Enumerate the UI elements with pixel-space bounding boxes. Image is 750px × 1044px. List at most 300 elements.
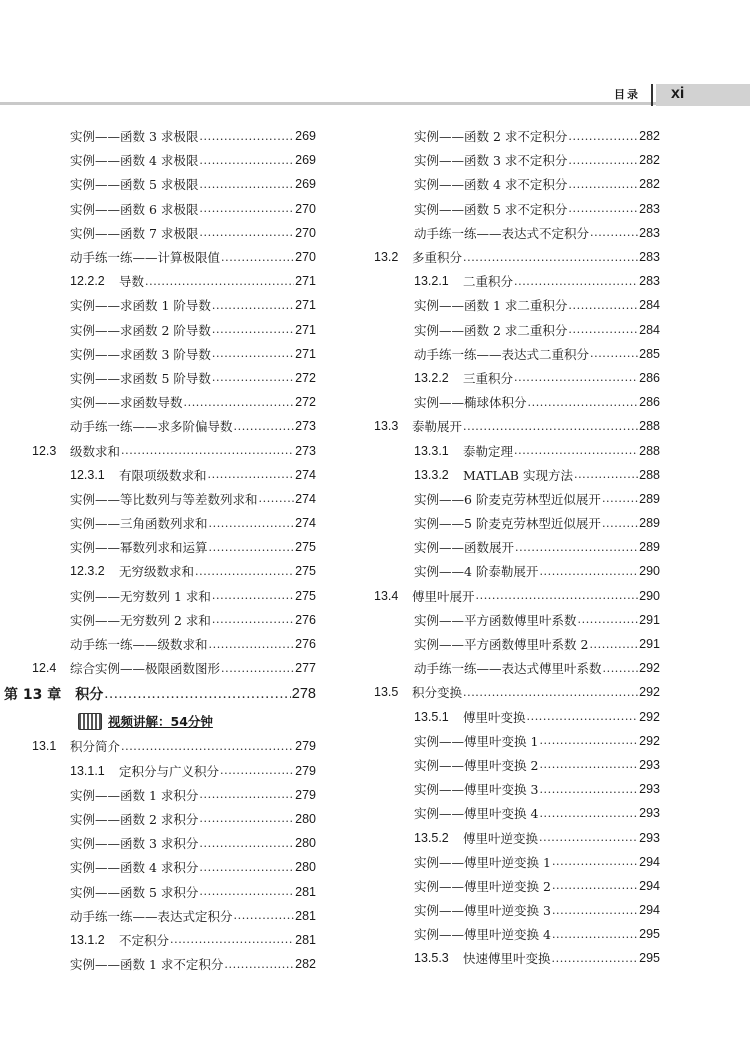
entry-page-number: 276: [295, 637, 316, 652]
dot-leader: [515, 541, 638, 554]
toc-entry[interactable]: [0, 928, 316, 952]
toc-entry[interactable]: [368, 656, 660, 680]
toc-entry[interactable]: [368, 825, 660, 849]
toc-entry[interactable]: [368, 414, 660, 438]
toc-entry[interactable]: [0, 293, 316, 317]
entry-page-number: 295: [639, 951, 660, 966]
toc-entry[interactable]: [368, 487, 660, 511]
entry-page-number: 271: [295, 322, 316, 337]
entry-page-number: 285: [639, 346, 660, 361]
toc-entry[interactable]: [368, 535, 660, 559]
entry-title: 二重积分: [463, 274, 514, 290]
entry-page-number: 289: [639, 540, 660, 555]
entry-page-number: 292: [639, 709, 660, 724]
section-number: 13.4: [374, 588, 399, 603]
entry-page-number: 272: [295, 370, 316, 385]
dot-leader: [539, 783, 638, 796]
running-header-title: 目录: [614, 88, 640, 101]
entry-page-number: 279: [295, 763, 316, 778]
entry-title: 实例——傅里叶逆变换 4: [414, 927, 551, 943]
entry-title: 三重积分: [463, 370, 514, 386]
dot-leader: [539, 758, 638, 771]
entry-title: 实例——无穷数列 2 求和: [70, 612, 211, 628]
entry-title: 泰勒展开: [412, 419, 463, 435]
entry-page-number: 293: [639, 757, 660, 772]
entry-page-number: 290: [639, 588, 660, 603]
toc-entry[interactable]: [368, 511, 660, 535]
dot-leader: [224, 958, 294, 971]
section-number: 12.3: [32, 443, 57, 458]
entry-title: 实例——函数 2 求不定积分: [414, 129, 568, 145]
entry-title: 实例——函数 3 求极限: [70, 129, 199, 145]
entry-title: 动手练一练——表达式傅里叶系数: [414, 661, 602, 677]
toc-entry[interactable]: [0, 318, 316, 342]
entry-page-number: 293: [639, 830, 660, 845]
toc-entry[interactable]: [0, 463, 316, 487]
dot-leader: [212, 299, 294, 312]
toc-entry[interactable]: [368, 584, 660, 608]
entry-title: 实例——函数 4 求极限: [70, 153, 199, 169]
toc-entry[interactable]: [368, 318, 660, 342]
entry-page-number: 291: [639, 637, 660, 652]
toc-entry[interactable]: [368, 705, 660, 729]
section-number: 13.5.3: [414, 951, 449, 966]
toc-entry[interactable]: [368, 801, 660, 825]
entry-title: 快速傅里叶变换: [463, 951, 551, 967]
entry-page-number: 281: [295, 884, 316, 899]
dot-leader: [199, 885, 294, 898]
entry-page-number: 283: [639, 274, 660, 289]
video-lecture-text: 视频讲解：54分钟: [108, 714, 213, 730]
toc-entry[interactable]: [0, 269, 316, 293]
toc-entry[interactable]: [0, 879, 316, 903]
film-icon: [78, 713, 102, 730]
video-lecture-note: [0, 708, 316, 734]
toc-entry[interactable]: [0, 584, 316, 608]
section-number: 13.3.1: [414, 443, 449, 458]
entry-title: 综合实例——极限函数图形: [70, 661, 221, 677]
entry-title: 实例——平方函数傅里叶系数: [414, 612, 577, 628]
section-number: 13.3.2: [414, 467, 449, 482]
entry-page-number: 274: [295, 467, 316, 482]
dot-leader: [574, 468, 638, 481]
toc-entry[interactable]: [0, 904, 316, 928]
entry-page-number: 295: [639, 927, 660, 942]
entry-title: 实例——5 阶麦克劳林型近似展开: [414, 516, 601, 532]
entry-title: 多重积分: [412, 250, 463, 266]
entry-title: 定积分与广义积分: [119, 763, 220, 779]
section-number: 12.3.2: [70, 564, 105, 579]
chapter-heading[interactable]: [0, 680, 316, 708]
toc-entry[interactable]: [0, 952, 316, 976]
entry-page-number: 293: [639, 782, 660, 797]
toc-entry[interactable]: [368, 898, 660, 922]
page-number: xi: [671, 85, 685, 102]
section-number: 12.3.1: [70, 467, 105, 482]
entry-title: 泰勒定理: [463, 443, 514, 459]
dot-leader: [552, 855, 638, 868]
entry-page-number: 293: [639, 806, 660, 821]
entry-title: 不定积分: [119, 932, 170, 948]
entry-title: 实例——函数 4 求不定积分: [414, 177, 568, 193]
dot-leader: [463, 251, 638, 264]
dot-leader: [209, 517, 295, 530]
entry-title: 实例——4 阶泰勒展开: [414, 564, 539, 580]
dot-leader: [590, 226, 638, 239]
entry-page-number: 273: [295, 419, 316, 434]
entry-title: 动手练一练——级数求和: [70, 637, 208, 653]
entry-page-number: 283: [639, 250, 660, 265]
entry-page-number: 282: [639, 153, 660, 168]
dot-leader: [259, 492, 295, 505]
dot-leader: [568, 323, 638, 336]
entry-page-number: 289: [639, 516, 660, 531]
entry-page-number: 281: [295, 932, 316, 947]
entry-title: 实例——求函数 2 阶导数: [70, 322, 211, 338]
entry-title: 实例——傅里叶逆变换 1: [414, 854, 551, 870]
dot-leader: [514, 444, 638, 457]
section-number: 13.2: [374, 250, 399, 265]
dot-leader: [221, 662, 294, 675]
dot-leader: [539, 831, 638, 844]
toc-entry[interactable]: [368, 753, 660, 777]
entry-title: 导数: [119, 274, 145, 290]
toc-entry[interactable]: [0, 535, 316, 559]
dot-leader: [568, 178, 638, 191]
toc-entry[interactable]: [0, 783, 316, 807]
section-number: 13.5: [374, 685, 399, 700]
entry-title: 实例——求函数 3 阶导数: [70, 346, 211, 362]
entry-page-number: 270: [295, 250, 316, 265]
toc-entry[interactable]: [368, 438, 660, 462]
entry-page-number: 283: [639, 225, 660, 240]
toc-entry[interactable]: [0, 855, 316, 879]
section-number: 12.4: [32, 661, 57, 676]
dot-leader: [145, 275, 294, 288]
toc-entry[interactable]: [368, 342, 660, 366]
entry-title: 实例——幂数列求和运算: [70, 540, 208, 556]
entry-title: 实例——函数 2 求二重积分: [414, 322, 568, 338]
entry-page-number: 292: [639, 661, 660, 676]
entry-page-number: 292: [639, 733, 660, 748]
entry-title: 实例——求函数 5 阶导数: [70, 370, 211, 386]
dot-leader: [476, 589, 639, 602]
entry-page-number: 269: [295, 153, 316, 168]
toc-entry[interactable]: [0, 734, 316, 758]
entry-title: 有限项级数求和: [119, 467, 207, 483]
dot-leader: [568, 130, 638, 143]
section-number: 12.2.2: [70, 274, 105, 289]
entry-title: 实例——函数 1 求不定积分: [70, 957, 224, 973]
entry-page-number: 286: [639, 395, 660, 410]
dot-leader: [199, 130, 294, 143]
dot-leader: [209, 541, 295, 554]
entry-page-number: 288: [639, 467, 660, 482]
entry-page-number: 288: [639, 419, 660, 434]
toc-entry[interactable]: [368, 390, 660, 414]
entry-page-number: 275: [295, 564, 316, 579]
toc-entry[interactable]: [0, 511, 316, 535]
entry-page-number: 269: [295, 129, 316, 144]
toc-entry[interactable]: [0, 172, 316, 196]
entry-title: 傅里叶变换: [463, 709, 526, 725]
section-number: 13.5.1: [414, 709, 449, 724]
section-number: 13.3: [374, 419, 399, 434]
entry-page-number: 280: [295, 860, 316, 875]
entry-page-number: 276: [295, 612, 316, 627]
entry-page-number: 271: [295, 274, 316, 289]
dot-leader: [208, 468, 295, 481]
toc-entry[interactable]: [0, 807, 316, 831]
entry-title: 实例——三角函数列求和: [70, 516, 208, 532]
entry-title: 实例——傅里叶变换 1: [414, 733, 539, 749]
dot-leader: [199, 812, 294, 825]
dot-leader: [527, 710, 639, 723]
toc-entry[interactable]: [368, 559, 660, 583]
entry-page-number: 279: [295, 739, 316, 754]
dot-leader: [234, 420, 295, 433]
entry-title: 级数求和: [70, 443, 121, 459]
entry-page-number: 284: [639, 322, 660, 337]
entry-title: 实例——函数 1 求二重积分: [414, 298, 568, 314]
toc-right-column: [368, 124, 660, 971]
toc-entry[interactable]: [0, 831, 316, 855]
entry-title: 实例——函数 4 求积分: [70, 860, 199, 876]
toc-entry[interactable]: [0, 438, 316, 462]
entry-title: 实例——函数 3 求积分: [70, 836, 199, 852]
dot-leader: [121, 444, 294, 457]
section-number: 13.1.2: [70, 932, 105, 947]
dot-leader: [552, 928, 638, 941]
entry-title: 动手练一练——表达式二重积分: [414, 346, 590, 362]
entry-title: 动手练一练——表达式定积分: [70, 908, 233, 924]
toc-entry[interactable]: [368, 850, 660, 874]
dot-leader: [212, 347, 294, 360]
dot-leader: [539, 807, 638, 820]
entry-title: 动手练一练——计算极限值: [70, 250, 221, 266]
dot-leader: [195, 565, 294, 578]
dot-leader: [539, 565, 638, 578]
entry-title: 实例——无穷数列 1 求和: [70, 588, 211, 604]
toc-entry[interactable]: [368, 269, 660, 293]
entry-page-number: 282: [295, 957, 316, 972]
dot-leader: [514, 275, 638, 288]
toc-entry[interactable]: [0, 124, 316, 148]
toc-entry[interactable]: [0, 487, 316, 511]
dot-leader: [199, 178, 294, 191]
entry-title: 实例——椭球体积分: [414, 395, 527, 411]
dot-leader: [121, 740, 294, 753]
toc-entry[interactable]: [368, 366, 660, 390]
dot-leader: [234, 909, 295, 922]
entry-page-number: 288: [639, 443, 660, 458]
entry-page-number: 270: [295, 201, 316, 216]
toc-entry[interactable]: [0, 414, 316, 438]
toc-entry[interactable]: [0, 197, 316, 221]
section-number: 13.2.1: [414, 274, 449, 289]
entry-title: 实例——函数 5 求极限: [70, 177, 199, 193]
toc-entry[interactable]: [368, 245, 660, 269]
toc-entry[interactable]: [0, 390, 316, 414]
section-number: 13.1.1: [70, 763, 105, 778]
entry-page-number: 286: [639, 370, 660, 385]
entry-page-number: 282: [639, 177, 660, 192]
toc-entry[interactable]: [368, 729, 660, 753]
entry-title: 实例——求函数 1 阶导数: [70, 298, 211, 314]
dot-leader: [212, 613, 294, 626]
dot-leader: [221, 251, 294, 264]
toc-entry[interactable]: [0, 608, 316, 632]
entry-page-number: 275: [295, 540, 316, 555]
entry-title: 积分变换: [412, 685, 463, 701]
toc-entry[interactable]: [368, 197, 660, 221]
dot-leader: [463, 686, 638, 699]
toc-entry[interactable]: [368, 777, 660, 801]
entry-title: 实例——傅里叶逆变换 3: [414, 903, 551, 919]
entry-title: MATLAB 实现方法: [463, 467, 573, 483]
entry-title: 实例——平方函数傅里叶系数 2: [414, 637, 589, 653]
entry-page-number: 294: [639, 903, 660, 918]
entry-page-number: 275: [295, 588, 316, 603]
chapter-title: 第 13 章 积分: [4, 687, 104, 704]
dot-leader: [539, 734, 638, 747]
entry-title: 动手练一练——求多阶偏导数: [70, 419, 233, 435]
entry-title: 实例——傅里叶变换 4: [414, 806, 539, 822]
section-number: 13.5.2: [414, 830, 449, 845]
toc-entry[interactable]: [368, 874, 660, 898]
entry-title: 实例——傅里叶变换 3: [414, 782, 539, 798]
entry-page-number: 290: [639, 564, 660, 579]
entry-page-number: 281: [295, 908, 316, 923]
dot-leader: [578, 613, 639, 626]
dot-leader: [104, 687, 291, 702]
toc-entry[interactable]: [368, 632, 660, 656]
header-rule: [0, 102, 657, 105]
entry-title: 动手练一练——表达式不定积分: [414, 225, 590, 241]
toc-entry[interactable]: [0, 759, 316, 783]
dot-leader: [552, 879, 638, 892]
entry-title: 无穷级数求和: [119, 564, 195, 580]
entry-title: 实例——函数 6 求极限: [70, 201, 199, 217]
entry-page-number: 294: [639, 854, 660, 869]
dot-leader: [199, 837, 294, 850]
dot-leader: [212, 589, 294, 602]
dot-leader: [220, 764, 294, 777]
toc-entry[interactable]: [368, 148, 660, 172]
toc-entry[interactable]: [0, 366, 316, 390]
entry-page-number: 292: [639, 685, 660, 700]
chapter-page-number: 278: [291, 686, 316, 703]
toc-entry[interactable]: [368, 946, 660, 970]
dot-leader: [199, 202, 294, 215]
entry-title: 积分简介: [70, 739, 121, 755]
section-number: 13.2.2: [414, 370, 449, 385]
dot-leader: [568, 154, 638, 167]
dot-leader: [603, 662, 639, 675]
dot-leader: [568, 202, 638, 215]
entry-page-number: 269: [295, 177, 316, 192]
dot-leader: [199, 154, 294, 167]
entry-page-number: 291: [639, 612, 660, 627]
entry-title: 实例——函数 7 求极限: [70, 225, 199, 241]
entry-title: 实例——傅里叶变换 2: [414, 757, 539, 773]
entry-page-number: 271: [295, 346, 316, 361]
header-separator: [651, 84, 653, 106]
dot-leader: [590, 347, 638, 360]
toc-entry[interactable]: [0, 245, 316, 269]
dot-leader: [589, 638, 638, 651]
dot-leader: [199, 861, 294, 874]
entry-page-number: 280: [295, 811, 316, 826]
dot-leader: [212, 371, 294, 384]
entry-title: 实例——求函数导数: [70, 395, 183, 411]
toc-entry[interactable]: [368, 221, 660, 245]
toc-entry[interactable]: [368, 463, 660, 487]
dot-leader: [184, 396, 295, 409]
entry-page-number: 279: [295, 787, 316, 802]
entry-page-number: 283: [639, 201, 660, 216]
entry-title: 实例——函数 5 求积分: [70, 884, 199, 900]
entry-page-number: 289: [639, 491, 660, 506]
dot-leader: [199, 226, 294, 239]
entry-page-number: 270: [295, 225, 316, 240]
entry-page-number: 273: [295, 443, 316, 458]
entry-title: 实例——等比数列与等差数列求和: [70, 491, 258, 507]
dot-leader: [528, 396, 639, 409]
entry-title: 实例——函数 1 求积分: [70, 787, 199, 803]
entry-page-number: 294: [639, 878, 660, 893]
entry-page-number: 272: [295, 395, 316, 410]
dot-leader: [514, 371, 638, 384]
toc-entry[interactable]: [368, 680, 660, 704]
entry-page-number: 280: [295, 836, 316, 851]
toc-entry[interactable]: [0, 148, 316, 172]
entry-title: 实例——6 阶麦克劳林型近似展开: [414, 491, 601, 507]
dot-leader: [170, 933, 294, 946]
toc-entry[interactable]: [368, 293, 660, 317]
entry-title: 实例——傅里叶逆变换 2: [414, 878, 551, 894]
dot-leader: [209, 638, 295, 651]
entry-page-number: 282: [639, 129, 660, 144]
toc-entry[interactable]: [0, 632, 316, 656]
toc-entry[interactable]: [368, 124, 660, 148]
dot-leader: [602, 492, 638, 505]
entry-page-number: 274: [295, 516, 316, 531]
toc-entry[interactable]: [368, 922, 660, 946]
dot-leader: [199, 788, 294, 801]
entry-title: 傅里叶逆变换: [463, 830, 539, 846]
dot-leader: [552, 904, 638, 917]
dot-leader: [602, 517, 638, 530]
dot-leader: [212, 323, 294, 336]
entry-title: 实例——函数 3 求不定积分: [414, 153, 568, 169]
toc-entry[interactable]: [0, 342, 316, 366]
dot-leader: [463, 420, 638, 433]
entry-title: 傅里叶展开: [412, 588, 475, 604]
entry-title: 实例——函数 2 求积分: [70, 811, 199, 827]
entry-title: 实例——函数展开: [414, 540, 515, 556]
entry-title: 实例——函数 5 求不定积分: [414, 201, 568, 217]
toc-entry[interactable]: [368, 172, 660, 196]
entry-page-number: 274: [295, 491, 316, 506]
toc-entry[interactable]: [0, 559, 316, 583]
entry-page-number: 271: [295, 298, 316, 313]
toc-entry[interactable]: [0, 656, 316, 680]
dot-leader: [552, 952, 639, 965]
toc-entry[interactable]: [368, 608, 660, 632]
entry-page-number: 277: [295, 661, 316, 676]
toc-entry[interactable]: [0, 221, 316, 245]
